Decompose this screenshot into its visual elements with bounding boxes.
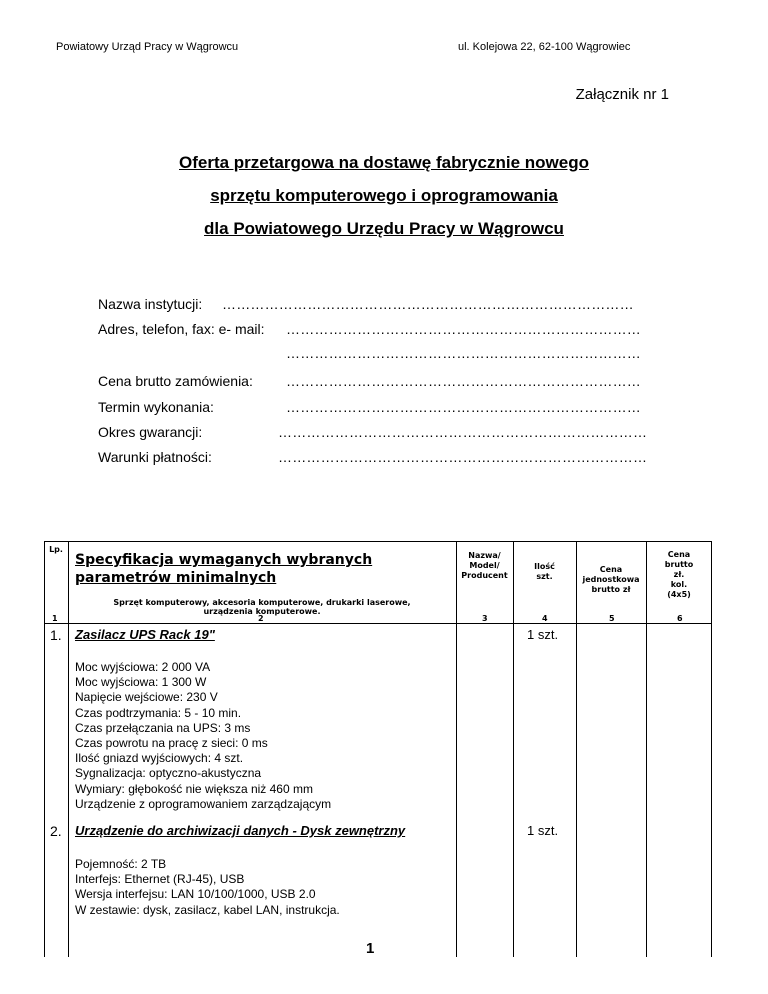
table-divider: [576, 541, 577, 957]
item-params: [75, 857, 340, 918]
institution-field[interactable]: ……………………………………………………………………………: [222, 296, 634, 312]
param-line: Interfejs: Ethernet (RJ-45), USB: [75, 872, 245, 887]
col-number-2: 2: [258, 614, 264, 623]
col-header-total-price: Cena brutto zł. kol. (4x5): [664, 550, 694, 599]
title-line-2: sprzętu komputerowego i oprogramowania: [210, 186, 558, 205]
param-line: Czas powrotu na pracę z sieci: 0 ms: [75, 736, 268, 751]
param-line: Wersja interfejsu: LAN 10/100/1000, USB 2.0: [75, 887, 316, 902]
param-line: Sygnalizacja: optyczno-akustyczna: [75, 766, 262, 781]
item-number: 1.: [50, 627, 62, 643]
table-divider: [44, 623, 712, 624]
payment-field[interactable]: ……………………………………………………………………: [278, 449, 648, 465]
param-line: Moc wyjściowa: 2 000 VA: [75, 660, 211, 674]
page-number: 1: [366, 940, 375, 957]
col-number-3: 3: [482, 614, 488, 623]
param-line: Wymiary: głębokość nie większa niż 460 mm: [75, 781, 313, 796]
item-quantity: 1 szt.: [527, 823, 559, 838]
header-left: Powiatowy Urząd Pracy w Wągrowcu: [56, 41, 239, 53]
warranty-label: Okres gwarancji:: [98, 424, 203, 440]
param-line: Pojemność: 2 TB: [75, 857, 167, 871]
col-number-6: 6: [677, 614, 683, 623]
item-quantity: 1 szt.: [527, 627, 559, 642]
param-line: Czas przełączania na UPS: 3 ms: [75, 720, 251, 735]
table-divider: [513, 541, 514, 957]
param-line: Urządzenie z oprogramowaniem zarządzającym: [75, 796, 332, 811]
price-field[interactable]: …………………………………………………………………: [286, 373, 641, 389]
col-number-5: 5: [609, 614, 615, 623]
deadline-label: Termin wykonania:: [98, 399, 214, 415]
col-header-name: Nazwa/ Model/ Producent: [461, 551, 508, 580]
spec-subtitle-line-2: urządzenia komputerowe.: [203, 607, 321, 616]
item-number: 2.: [50, 823, 62, 839]
header-right: ul. Kolejowa 22, 62-100 Wągrowiec: [458, 41, 631, 53]
col-number-1: 1: [52, 614, 58, 623]
institution-label: Nazwa instytucji:: [98, 296, 203, 312]
address-field-continued[interactable]: …………………………………………………………………: [286, 345, 641, 361]
item-name: Zasilacz UPS Rack 19": [75, 627, 215, 642]
param-line: Ilość gniazd wyjściowych: 4 szt.: [75, 751, 244, 766]
spec-subtitle-line-1: Sprzęt komputerowy, akcesoria komputerowe, drukarki laserowe,: [113, 598, 411, 607]
spec-title-line-2: parametrów minimalnych: [75, 570, 277, 586]
param-line: W zestawie: dysk, zasilacz, kabel LAN, instrukcja.: [75, 902, 340, 917]
param-line: Czas podtrzymania: 5 - 10 min.: [75, 705, 242, 720]
table-divider: [646, 541, 647, 957]
attachment-label: Załącznik nr 1: [575, 86, 669, 103]
item-params: [75, 660, 331, 812]
warranty-field[interactable]: ……………………………………………………………………: [278, 424, 648, 440]
col-header-lp: Lp.: [49, 545, 63, 554]
price-label: Cena brutto zamówienia:: [98, 373, 253, 389]
param-line: Napięcie wejściowe: 230 V: [75, 690, 218, 705]
item-name: Urządzenie do archiwizacji danych - Dysk zewnętrzny: [75, 823, 406, 838]
spec-title-line-1: Specyfikacja wymaganych wybranych: [75, 552, 373, 568]
deadline-field[interactable]: …………………………………………………………………: [286, 399, 641, 415]
title-line-3: dla Powiatowego Urzędu Pracy w Wągrowcu: [204, 219, 564, 238]
col-header-qty: Ilość szt.: [534, 562, 555, 581]
col-header-unit-price: Cena jednostkowa brutto zł: [582, 565, 640, 594]
col-number-4: 4: [542, 614, 548, 623]
address-field[interactable]: …………………………………………………………………: [286, 321, 641, 337]
payment-label: Warunki płatności:: [98, 449, 212, 465]
address-label: Adres, telefon, fax: e- mail:: [98, 321, 265, 337]
param-line: Moc wyjściowa: 1 300 W: [75, 675, 207, 690]
table-divider: [456, 541, 457, 957]
title-line-1: Oferta przetargowa na dostawę fabrycznie nowego: [179, 153, 589, 172]
